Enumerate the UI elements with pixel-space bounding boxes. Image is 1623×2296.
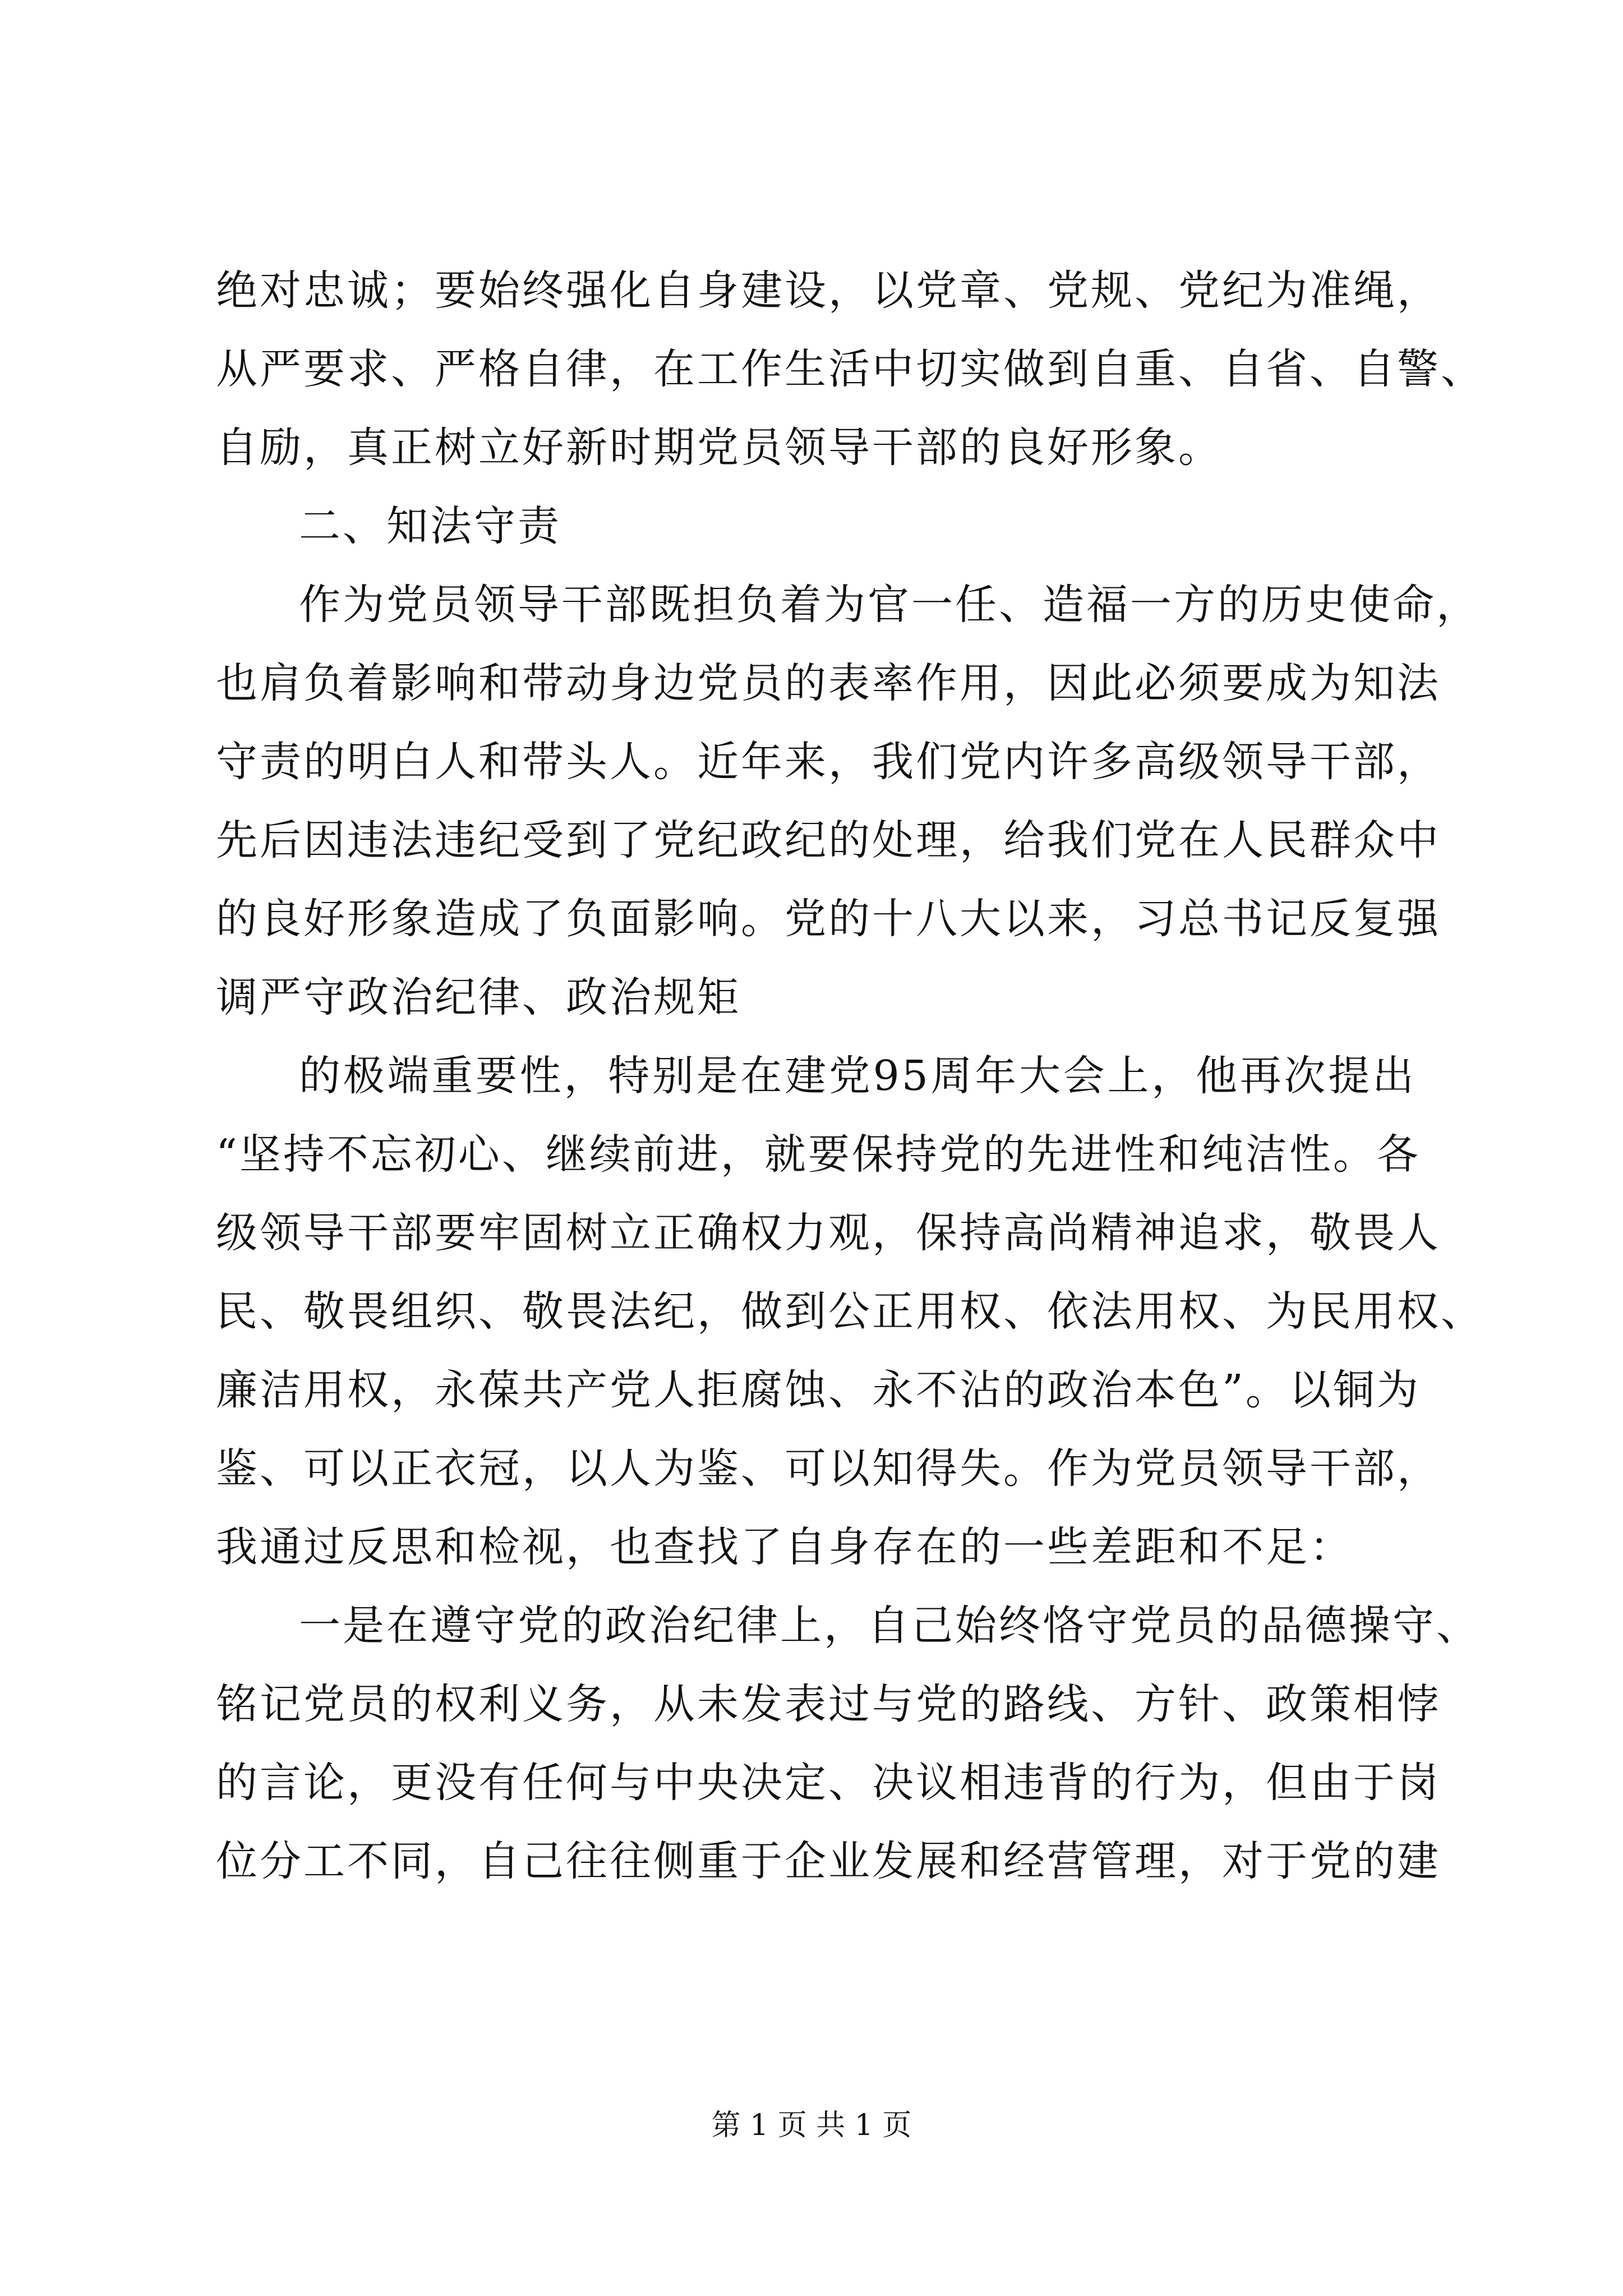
- text-line-14: 民、敬畏组织、敬畏法纪，做到公正用权、依法用权、为民用权、: [216, 1287, 1484, 1336]
- text-line-21: 位分工不同，自己往往侧重于企业发展和经营管理，对于党的建: [216, 1837, 1441, 1885]
- body-text: [216, 251, 1484, 1901]
- text-line-5: 作为党员领导干部既担负着为官一任、造福一方的历史使命，: [299, 581, 1480, 629]
- text-line-7: 守责的明白人和带头人。近年来，我们党内许多高级领导干部，: [216, 738, 1441, 786]
- text-line-20: 的言论，更没有任何与中央决定、决议相违背的行为，但由于岗: [216, 1759, 1441, 1807]
- text-line-13: 级领导干部要牢固树立正确权力观，保持高尚精神追求，敬畏人: [216, 1209, 1441, 1257]
- text-line-15: 廉洁用权，永葆共产党人拒腐蚀、永不沾的政治本色”。以铜为: [216, 1366, 1421, 1414]
- section-heading: 二、知法守责: [299, 502, 561, 550]
- text-line-19: 铭记党员的权利义务，从未发表过与党的路线、方针、政策相悖: [216, 1680, 1441, 1728]
- text-line-16: 鉴、可以正衣冠，以人为鉴、可以知得失。作为党员领导干部，: [216, 1444, 1441, 1493]
- text-line-6: 也肩负着影响和带动身边党员的表率作用，因此必须要成为知法: [216, 659, 1441, 707]
- page-number-label: 第 1 页 共 1 页: [711, 2109, 912, 2142]
- text-line-2: 从严要求、严格自律，在工作生活中切实做到自重、自省、自警、: [216, 345, 1484, 393]
- text-line-10: 调严守政治纪律、政治规矩: [216, 973, 741, 1022]
- text-line-11: 的极端重要性，特别是在建党95周年大会上，他再次提出: [299, 1052, 1416, 1100]
- page-footer: [0, 2106, 1623, 2145]
- text-line-17: 我通过反思和检视，也查找了自身存在的一些差距和不足：: [216, 1523, 1353, 1571]
- text-line-1: 绝对忠诚；要始终强化自身建设，以党章、党规、党纪为准绳，: [216, 266, 1441, 315]
- text-line-3: 自励，真正树立好新时期党员领导干部的良好形象。: [216, 424, 1222, 472]
- text-line-12: “坚持不忘初心、继续前进，就要保持党的先进性和纯洁性。各: [216, 1130, 1421, 1179]
- text-line-9: 的良好形象造成了负面影响。党的十八大以来，习总书记反复强: [216, 895, 1441, 943]
- text-line-18: 一是在遵守党的政治纪律上，自己始终恪守党员的品德操守、: [299, 1602, 1480, 1650]
- text-line-8: 先后因违法违纪受到了党纪政纪的处理，给我们党在人民群众中: [216, 816, 1441, 864]
